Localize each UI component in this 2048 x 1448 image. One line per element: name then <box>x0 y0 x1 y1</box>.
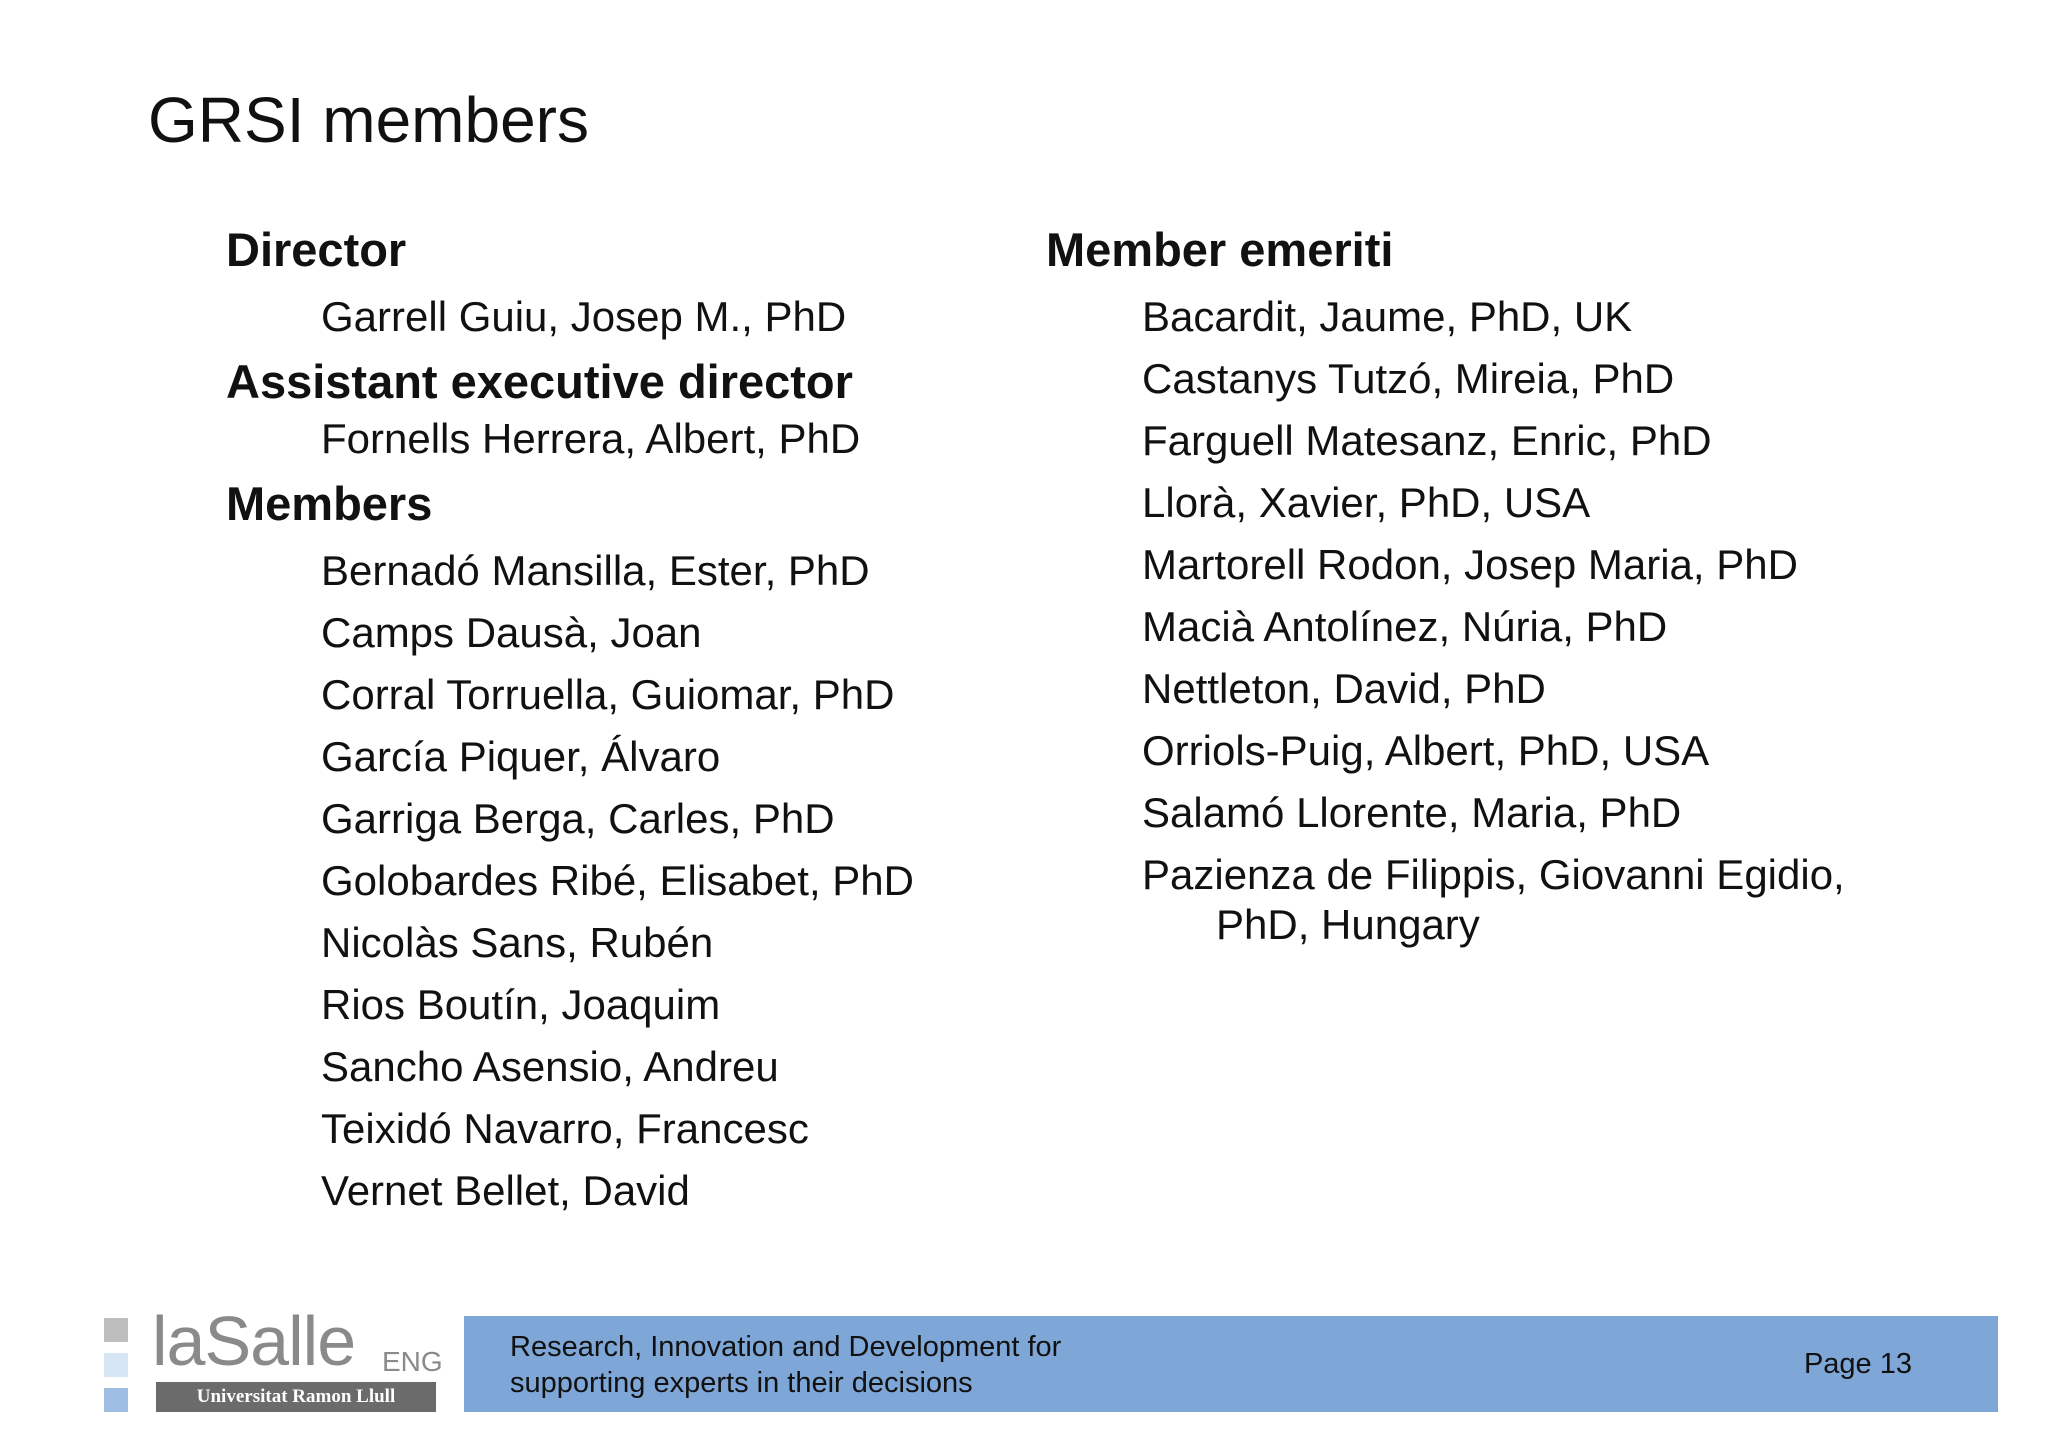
footer-bar <box>464 1316 1998 1412</box>
member-item: Nicolàs Sans, Rubén <box>321 919 714 966</box>
member-item: Corral Torruella, Guiomar, PhD <box>321 671 895 718</box>
member-item: Vernet Bellet, David <box>321 1167 690 1214</box>
page-title: GRSI members <box>148 84 589 156</box>
logo-suffix: ENG <box>382 1346 443 1377</box>
emeritus-item: Nettleton, David, PhD <box>1142 665 1546 712</box>
emeritus-item-continuation: PhD, Hungary <box>1216 901 1480 948</box>
director-heading: Director <box>226 223 407 276</box>
member-item: Rios Boutín, Joaquim <box>321 981 721 1028</box>
tagline-line: Research, Innovation and Development for <box>510 1331 1062 1363</box>
logo-square-icon <box>104 1388 128 1412</box>
assistant-director-heading: Assistant executive director <box>226 355 853 408</box>
members-heading: Members <box>226 477 433 530</box>
member-item: Bernadó Mansilla, Ester, PhD <box>321 547 870 594</box>
member-item: Camps Dausà, Joan <box>321 609 702 656</box>
member-item: Sancho Asensio, Andreu <box>321 1043 779 1090</box>
logo-square-icon <box>104 1318 128 1342</box>
assistant-director-name: Fornells Herrera, Albert, PhD <box>321 415 861 462</box>
emeritus-item: Martorell Rodon, Josep Maria, PhD <box>1142 541 1798 588</box>
emeritus-item: Macià Antolínez, Núria, PhD <box>1142 603 1668 650</box>
logo-name: laSalle <box>152 1302 356 1380</box>
footer-tagline <box>510 1329 1061 1401</box>
emeriti-heading: Member emeriti <box>1046 223 1394 276</box>
emeritus-item: Llorà, Xavier, PhD, USA <box>1142 479 1591 526</box>
logo-squares-icon <box>104 1318 128 1412</box>
logo-square-icon <box>104 1353 128 1377</box>
emeritus-item: Pazienza de Filippis, Giovanni Egidio, <box>1142 851 1845 898</box>
member-item: Garriga Berga, Carles, PhD <box>321 795 835 842</box>
member-item: Golobardes Ribé, Elisabet, PhD <box>321 857 914 904</box>
director-name: Garrell Guiu, Josep M., PhD <box>321 293 847 340</box>
emeritus-item: Castanys Tutzó, Mireia, PhD <box>1142 355 1675 402</box>
page-number: Page 13 <box>1803 1348 1912 1380</box>
member-item: Teixidó Navarro, Francesc <box>321 1105 809 1152</box>
emeritus-item: Bacardit, Jaume, PhD, UK <box>1142 293 1633 340</box>
emeritus-item: Salamó Llorente, Maria, PhD <box>1142 789 1682 836</box>
member-item: García Piquer, Álvaro <box>321 733 721 780</box>
emeritus-item: Orriols-Puig, Albert, PhD, USA <box>1142 727 1710 774</box>
emeritus-item: Farguell Matesanz, Enric, PhD <box>1142 417 1712 464</box>
tagline-line: supporting experts in their decisions <box>510 1367 973 1399</box>
logo-university: Universitat Ramon Llull <box>156 1382 436 1412</box>
